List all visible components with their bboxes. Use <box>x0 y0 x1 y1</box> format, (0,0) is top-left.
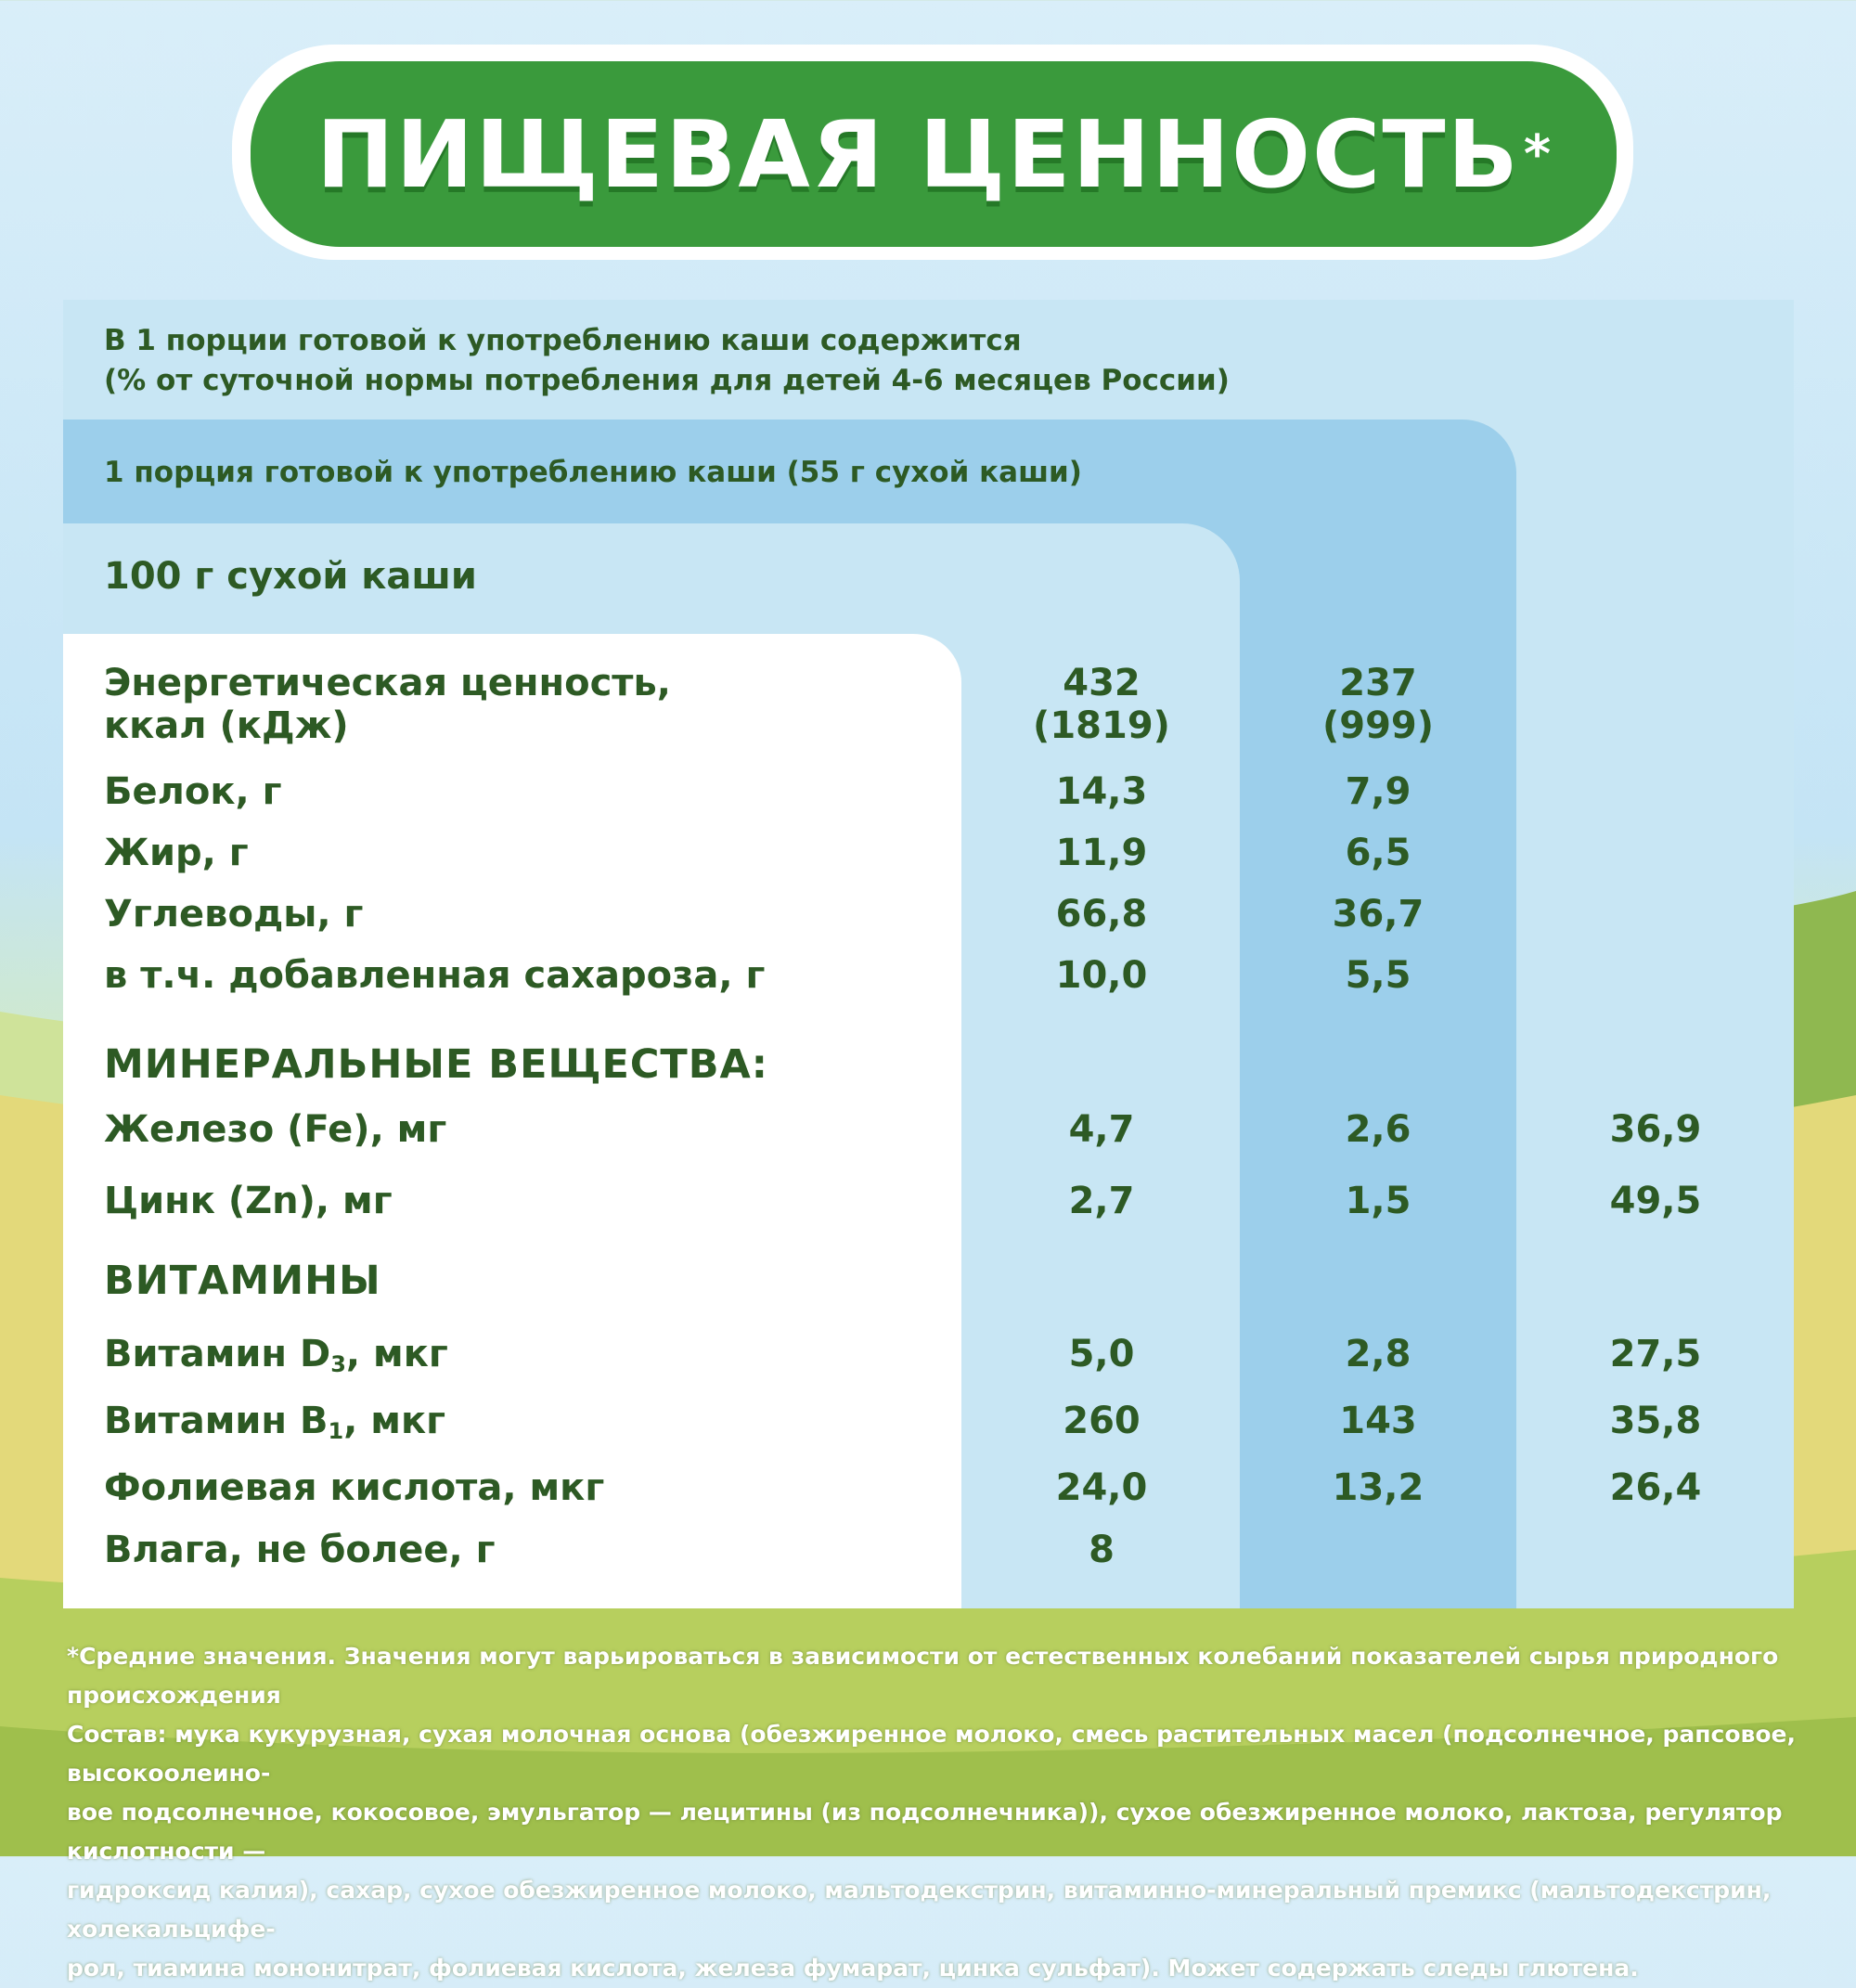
energy-label <box>104 662 671 747</box>
carbs-label: Углеводы, г <box>104 893 364 936</box>
footnote <box>67 1637 1811 1988</box>
composition-line4: гидроксид калия), сахар, сухое обезжиренное молоко, мальтодекстрин, витаминно-минеральный премикс (мальтодекстрин, холекальцифе- <box>67 1877 1772 1943</box>
fat-value-100g: 11,9 <box>1055 832 1148 874</box>
carbs-value-100g: 66,8 <box>1055 893 1148 936</box>
vitamin-b1-value-percent: 35,8 <box>1609 1400 1702 1442</box>
iron-value-portion: 2,6 <box>1345 1108 1411 1151</box>
iron-label: Железо (Fe), мг <box>104 1108 447 1151</box>
vitamin-d3-name: Витамин D <box>104 1333 331 1375</box>
vitamin-d3-label <box>104 1333 448 1386</box>
protein-value-portion: 7,9 <box>1345 770 1411 813</box>
vitamins-heading: ВИТАМИНЫ <box>104 1258 381 1304</box>
portion-header: 1 порция готовой к употреблению каши (55 г сухой каши) <box>104 456 1082 489</box>
folic-acid-label: Фолиевая кислота, мкг <box>104 1466 605 1509</box>
energy-value-100g <box>1009 662 1194 747</box>
zinc-label: Цинк (Zn), мг <box>104 1180 393 1222</box>
sucrose-label: в т.ч. добавленная сахароза, г <box>104 954 766 997</box>
page-title: ПИЩЕВАЯ ЦЕННОСТЬ <box>316 99 1520 209</box>
energy-kj-100g: (1819) <box>1033 704 1170 747</box>
energy-kcal-100g: 432 <box>1063 662 1141 704</box>
minerals-heading: МИНЕРАЛЬНЫЕ ВЕЩЕСТВА: <box>104 1041 768 1088</box>
protein-label: Белок, г <box>104 770 282 813</box>
title-asterisk: * <box>1523 123 1552 185</box>
footnote-line1: *Средние значения. Значения могут варьироваться в зависимости от естественных колебаний показателей сырья природного происхождения <box>67 1643 1779 1709</box>
vitamin-b1-name: Витамин B <box>104 1400 329 1442</box>
fat-value-portion: 6,5 <box>1345 832 1411 874</box>
composition-line3: вое подсолнечное, кокосовое, эмульгатор — лецитины (из подсолнечника)), сухое обезжиренное молоко, лактоза, регулятор кислотности — <box>67 1799 1783 1865</box>
vitamin-b1-value-100g: 260 <box>1063 1400 1141 1442</box>
vitamin-d3-value-100g: 5,0 <box>1068 1333 1135 1375</box>
sucrose-value-portion: 5,5 <box>1345 954 1411 997</box>
title-banner <box>251 61 1617 247</box>
folic-acid-value-100g: 24,0 <box>1055 1466 1148 1509</box>
carbs-value-portion: 36,7 <box>1332 893 1424 936</box>
iron-value-percent: 36,9 <box>1609 1108 1702 1151</box>
percent-header <box>104 321 1230 401</box>
vitamin-d3-subscript: 3 <box>330 1351 346 1377</box>
per100-header: 100 г сухой каши <box>104 555 477 598</box>
sucrose-value-100g: 10,0 <box>1055 954 1148 997</box>
folic-acid-value-portion: 13,2 <box>1332 1466 1424 1509</box>
moisture-value-100g: 8 <box>1089 1529 1115 1571</box>
zinc-value-100g: 2,7 <box>1068 1180 1135 1222</box>
energy-kj-portion: (999) <box>1321 704 1435 747</box>
zinc-value-portion: 1,5 <box>1345 1180 1411 1222</box>
vitamin-d3-value-portion: 2,8 <box>1345 1333 1411 1375</box>
folic-acid-value-percent: 26,4 <box>1609 1466 1702 1509</box>
composition-line2: Состав: мука кукурузная, сухая молочная основа (обезжиренное молоко, смесь растительных масел (подсолнечное, рапсовое, высокоолеино- <box>67 1721 1796 1787</box>
moisture-label: Влага, не более, г <box>104 1529 496 1571</box>
percent-header-line1: В 1 порции готовой к употреблению каши содержится <box>104 324 1022 357</box>
energy-label-line2: ккал (кДж) <box>104 704 349 747</box>
protein-value-100g: 14,3 <box>1055 770 1148 813</box>
zinc-value-percent: 49,5 <box>1609 1180 1702 1222</box>
iron-value-100g: 4,7 <box>1068 1108 1135 1151</box>
energy-label-line1: Энергетическая ценность, <box>104 662 671 704</box>
energy-kcal-portion: 237 <box>1339 662 1417 704</box>
composition-line5: рол, тиамина мононитрат, фолиевая кислота, железа фумарат, цинка сульфат). Может содержать следы глютена. <box>67 1955 1639 1982</box>
vitamin-b1-subscript: 1 <box>328 1418 344 1444</box>
vitamin-b1-label <box>104 1400 445 1452</box>
energy-value-portion <box>1285 662 1471 747</box>
vitamin-d3-value-percent: 27,5 <box>1609 1333 1702 1375</box>
fat-label: Жир, г <box>104 832 249 874</box>
vitamin-b1-unit: , мкг <box>343 1400 446 1442</box>
vitamin-d3-unit: , мкг <box>345 1333 448 1375</box>
vitamin-b1-value-portion: 143 <box>1339 1400 1417 1442</box>
percent-header-line2: (% от суточной нормы потребления для детей 4-6 месяцев России) <box>104 364 1230 397</box>
